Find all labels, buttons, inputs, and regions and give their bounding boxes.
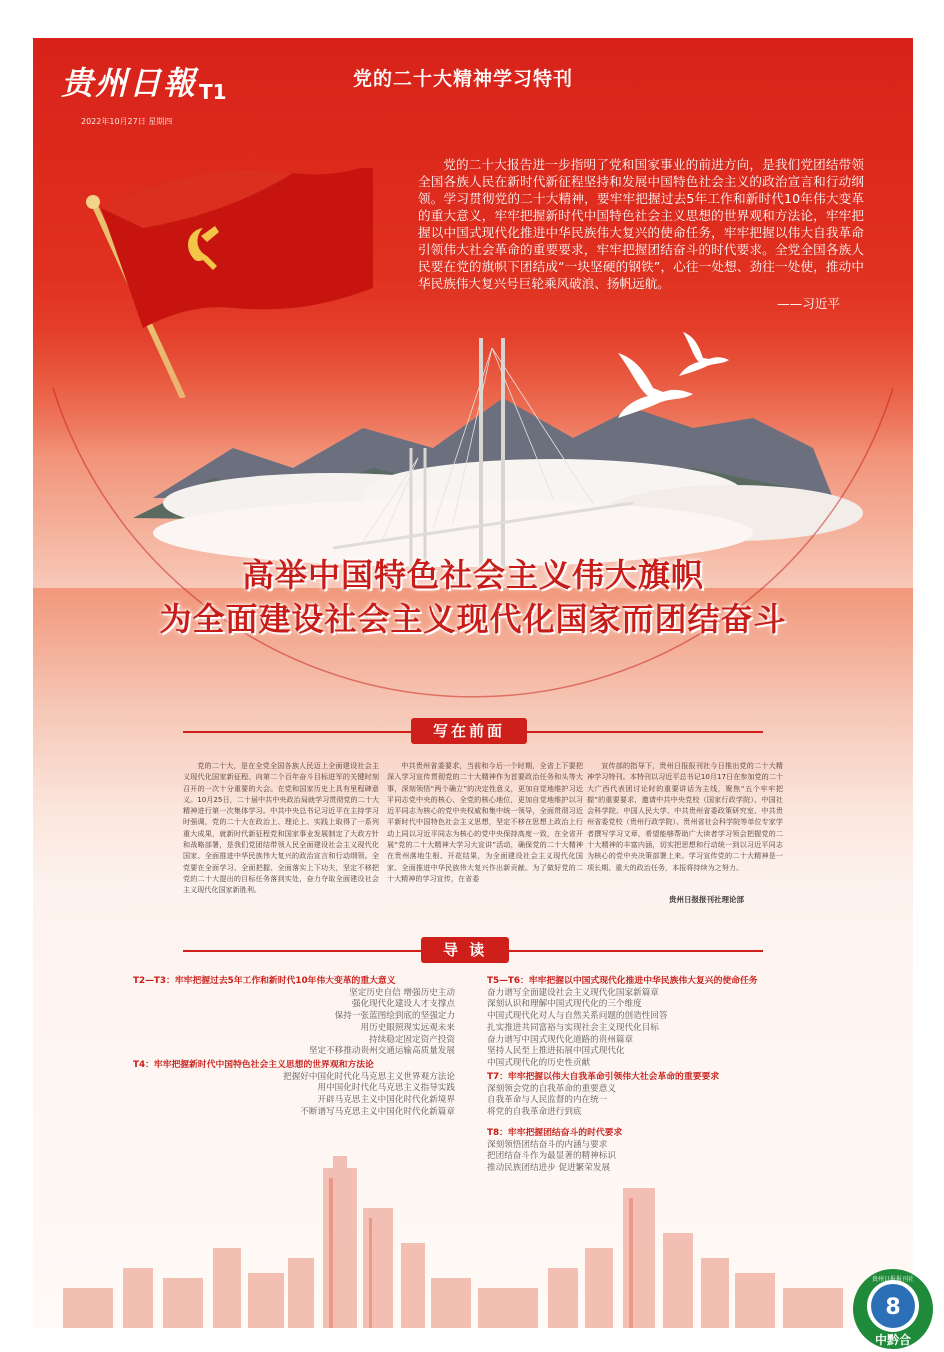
guide-section-title: T5—T6：牢牢把握以中国式现代化推进中华民族伟大复兴的使命任务 [487,976,758,986]
newspaper-page [33,38,913,1328]
headline-line-1: 高举中国特色社会主义伟大旗帜 [241,556,704,594]
badge-text: 中黔合 [874,1333,912,1347]
guide-item: 扎实推进共同富裕与实现社会主义现代化目标 [487,1022,659,1033]
masthead-logo: 贵州日報 [61,64,198,102]
guide-section-title: T7：牢牢把握以伟大自我革命引领伟大社会革命的重要要求 [487,1072,720,1082]
quote-text: 党的二十大报告进一步指明了党和国家事业的前进方向，是我们党团结带领全国各族人民在新时代新征程坚持和发展中国特色社会主义的政治宣言和行动纲领。学习贯彻党的二十大精神，要牢牢把握过去5年工作和新时代10年伟大变革的重大意义，牢牢把握新时代中国特色社会主义思想的世界观和方法论，牢牢把握以中国式现代化推进中华民族伟大复兴的使命任务，牢牢把握以伟大自我革命引领伟大社会革命的重要要求，牢牢把握团结奋斗的时代要求。全党全国各族人民要在党的旗帜下团结成“一块坚硬的钢铁”，心往一处想、劲往一处使，推动中华民族伟大复兴号巨轮乘风破浪、扬帆远航。 [418,157,864,291]
guide-item: 坚定历史自信 增强历史主动 [349,987,455,998]
guide-item: 坚定不移推动贵州交通运输高质量发展 [308,1046,455,1057]
guide-item: 把团结奋斗作为最显著的精神标识 [487,1151,616,1162]
foreword-column-3-text: 宣传部的指导下，贵州日报报刊社今日推出党的二十大精神学习特刊。本特刊以习近平总书记10月17日在参加党的二十大广西代表团讨论时的重要讲话为主线，聚焦“五个牢牢把握”的重要要求，邀请中共中央党校（国家行政学院）、中国社会科学院、中国人民大学、中共贵州省委政策研究室、中共贵州省委党校（贵州行政学院）、贵州省社会科学院等单位专家学者撰写学习文章，希望能够帮助广大读者学习领会把握党的二十大精神的丰富内涵，切实把思想和行动统一到以习近平同志为核心的党中央决策部署上来。学习宣传党的二十大精神是一项长期、重大的政治任务，本报将持续为之努力。 [587,761,783,872]
guide-item: 中国式现代化的历史性贡献 [487,1057,591,1068]
badge-arc-text: 贵州日报报刊社 [871,1276,915,1283]
foreword-column-2-text: 中共贵州省委要求，当前和今后一个时期，全省上下要把深入学习宣传贯彻党的二十大精神作为首要政治任务和头等大事，深刻领悟“两个确立”的决定性意义，更加自觉地维护习近平同志党中央的核心、全党的核心地位，更加自觉地维护以习近平同志为核心的党中央权威和集中统一领导，全面贯彻习近平新时代中国特色社会主义思想，坚定不移在思想上政治上行动上同以习近平同志为核心的党中央保持高度一致，在全省开展“党的二十大精神大学习大宣讲”活动，确保党的二十大精神在贵州落地生根、开花结果，为全面建设社会主义现代化国家、全面推进中华民族伟大复兴作出新贡献。为了做好党的二十大精神的学习宣传，在省委 [387,761,583,883]
city-skyline-image [33,1148,913,1328]
headline-line-2: 为全面建设社会主义现代化国家而团结奋斗 [159,600,787,638]
issue-date: 2022年10月27日 星期四 [81,117,173,126]
guide-section-t4 [133,1060,455,1119]
guide-item: 推动民族团结进步 促进繁荣发展 [487,1163,611,1174]
guide-item: 不断谱写马克思主义中国化时代化新篇章 [300,1106,455,1117]
decorative-arc [33,278,913,738]
guide-section-t5-t6 [487,976,817,1070]
guide-item: 深刻领会党的自我革命的重要意义 [487,1083,616,1094]
svg-text:8: 8 [885,1295,901,1320]
guide-item: 开辟马克思主义中国化时代化新境界 [317,1095,455,1106]
foreword-signature: 贵州日报报刊社理论部 [669,895,744,904]
guide-item: 深刻认识和理解中国式现代化的三个维度 [487,999,642,1010]
guide-item: 奋力谱写全面建设社会主义现代化国家新篇章 [487,987,659,998]
foreword-column-1-text: 党的二十大，是在全党全国各族人民迈上全面建设社会主义现代化国家新征程、向第二个百年奋斗目标进军的关键时刻召开的一次十分重要的大会。在党和国家历史上具有里程碑意义。10月25日，二十届中共中央政治局就学习贯彻党的二十大精神进行第一次集体学习。中共中央总书记习近平在主持学习时强调，党的二十大在政治上、理论上、实践上取得了一系列重大成果，就新时代新征程党和国家事业发展制定了大政方针和战略部署，是我们党团结带领人民全面建设社会主义现代化国家、全面推进中华民族伟大复兴的政治宣言和行动纲领。全党要在全面学习、全面把握、全面落实上下功夫，坚定不移把党的二十大提出的目标任务落到实处，奋力夺取全面建设社会主义现代化国家新胜利。 [183,761,379,895]
guide-section-title: T2—T3：牢牢把握过去5年工作和新时代10年伟大变革的重大意义 [133,976,396,986]
foreword-label: 写在前面 [411,718,527,744]
guide-item: 坚持人民至上推进拓展中国式现代化 [487,1046,625,1057]
special-issue-title: 党的二十大精神学习特刊 [353,68,574,90]
guide-item: 用历史眼照现实远观未来 [360,1022,455,1033]
guide-item: 强化现代化建设人才支撑点 [351,999,455,1010]
quote-signature: ——习近平 [777,296,840,311]
guide-item: 持续稳定固定资产投资 [369,1034,455,1045]
guide-label: 导 读 [421,937,509,963]
guide-section-title: T8：牢牢把握团结奋斗的时代要求 [487,1128,623,1138]
foreword-column-3 [579,760,783,873]
guide-item: 保持一张蓝图绘到底的坚强定力 [334,1011,455,1022]
guide-item: 中国式现代化对人与自然关系问题的创造性回答 [487,1011,668,1022]
guide-item: 奋力谱写中国式现代化道路的贵州篇章 [487,1034,634,1045]
guide-item: 用中国化时代化马克思主义指导实践 [317,1083,455,1094]
guide-item: 把握好中国化时代化马克思主义世界观方法论 [283,1071,455,1082]
guide-section-t7 [487,1072,817,1119]
foreword-column-1 [183,760,379,896]
page-number: T1 [199,80,227,104]
guide-section-title: T4：牢牢把握新时代中国特色社会主义思想的世界观和方法论 [133,1060,374,1070]
guide-item: 自我革命与人民监督的内在统一 [487,1095,608,1106]
guide-item: 将党的自我革命进行到底 [487,1107,582,1118]
foreword-column-2 [379,760,583,884]
guide-item: 深刻领悟团结奋斗的内涵与要求 [487,1139,608,1150]
zhongqianhe-badge-icon [852,1268,934,1350]
guide-section-t2-t3 [133,976,455,1058]
